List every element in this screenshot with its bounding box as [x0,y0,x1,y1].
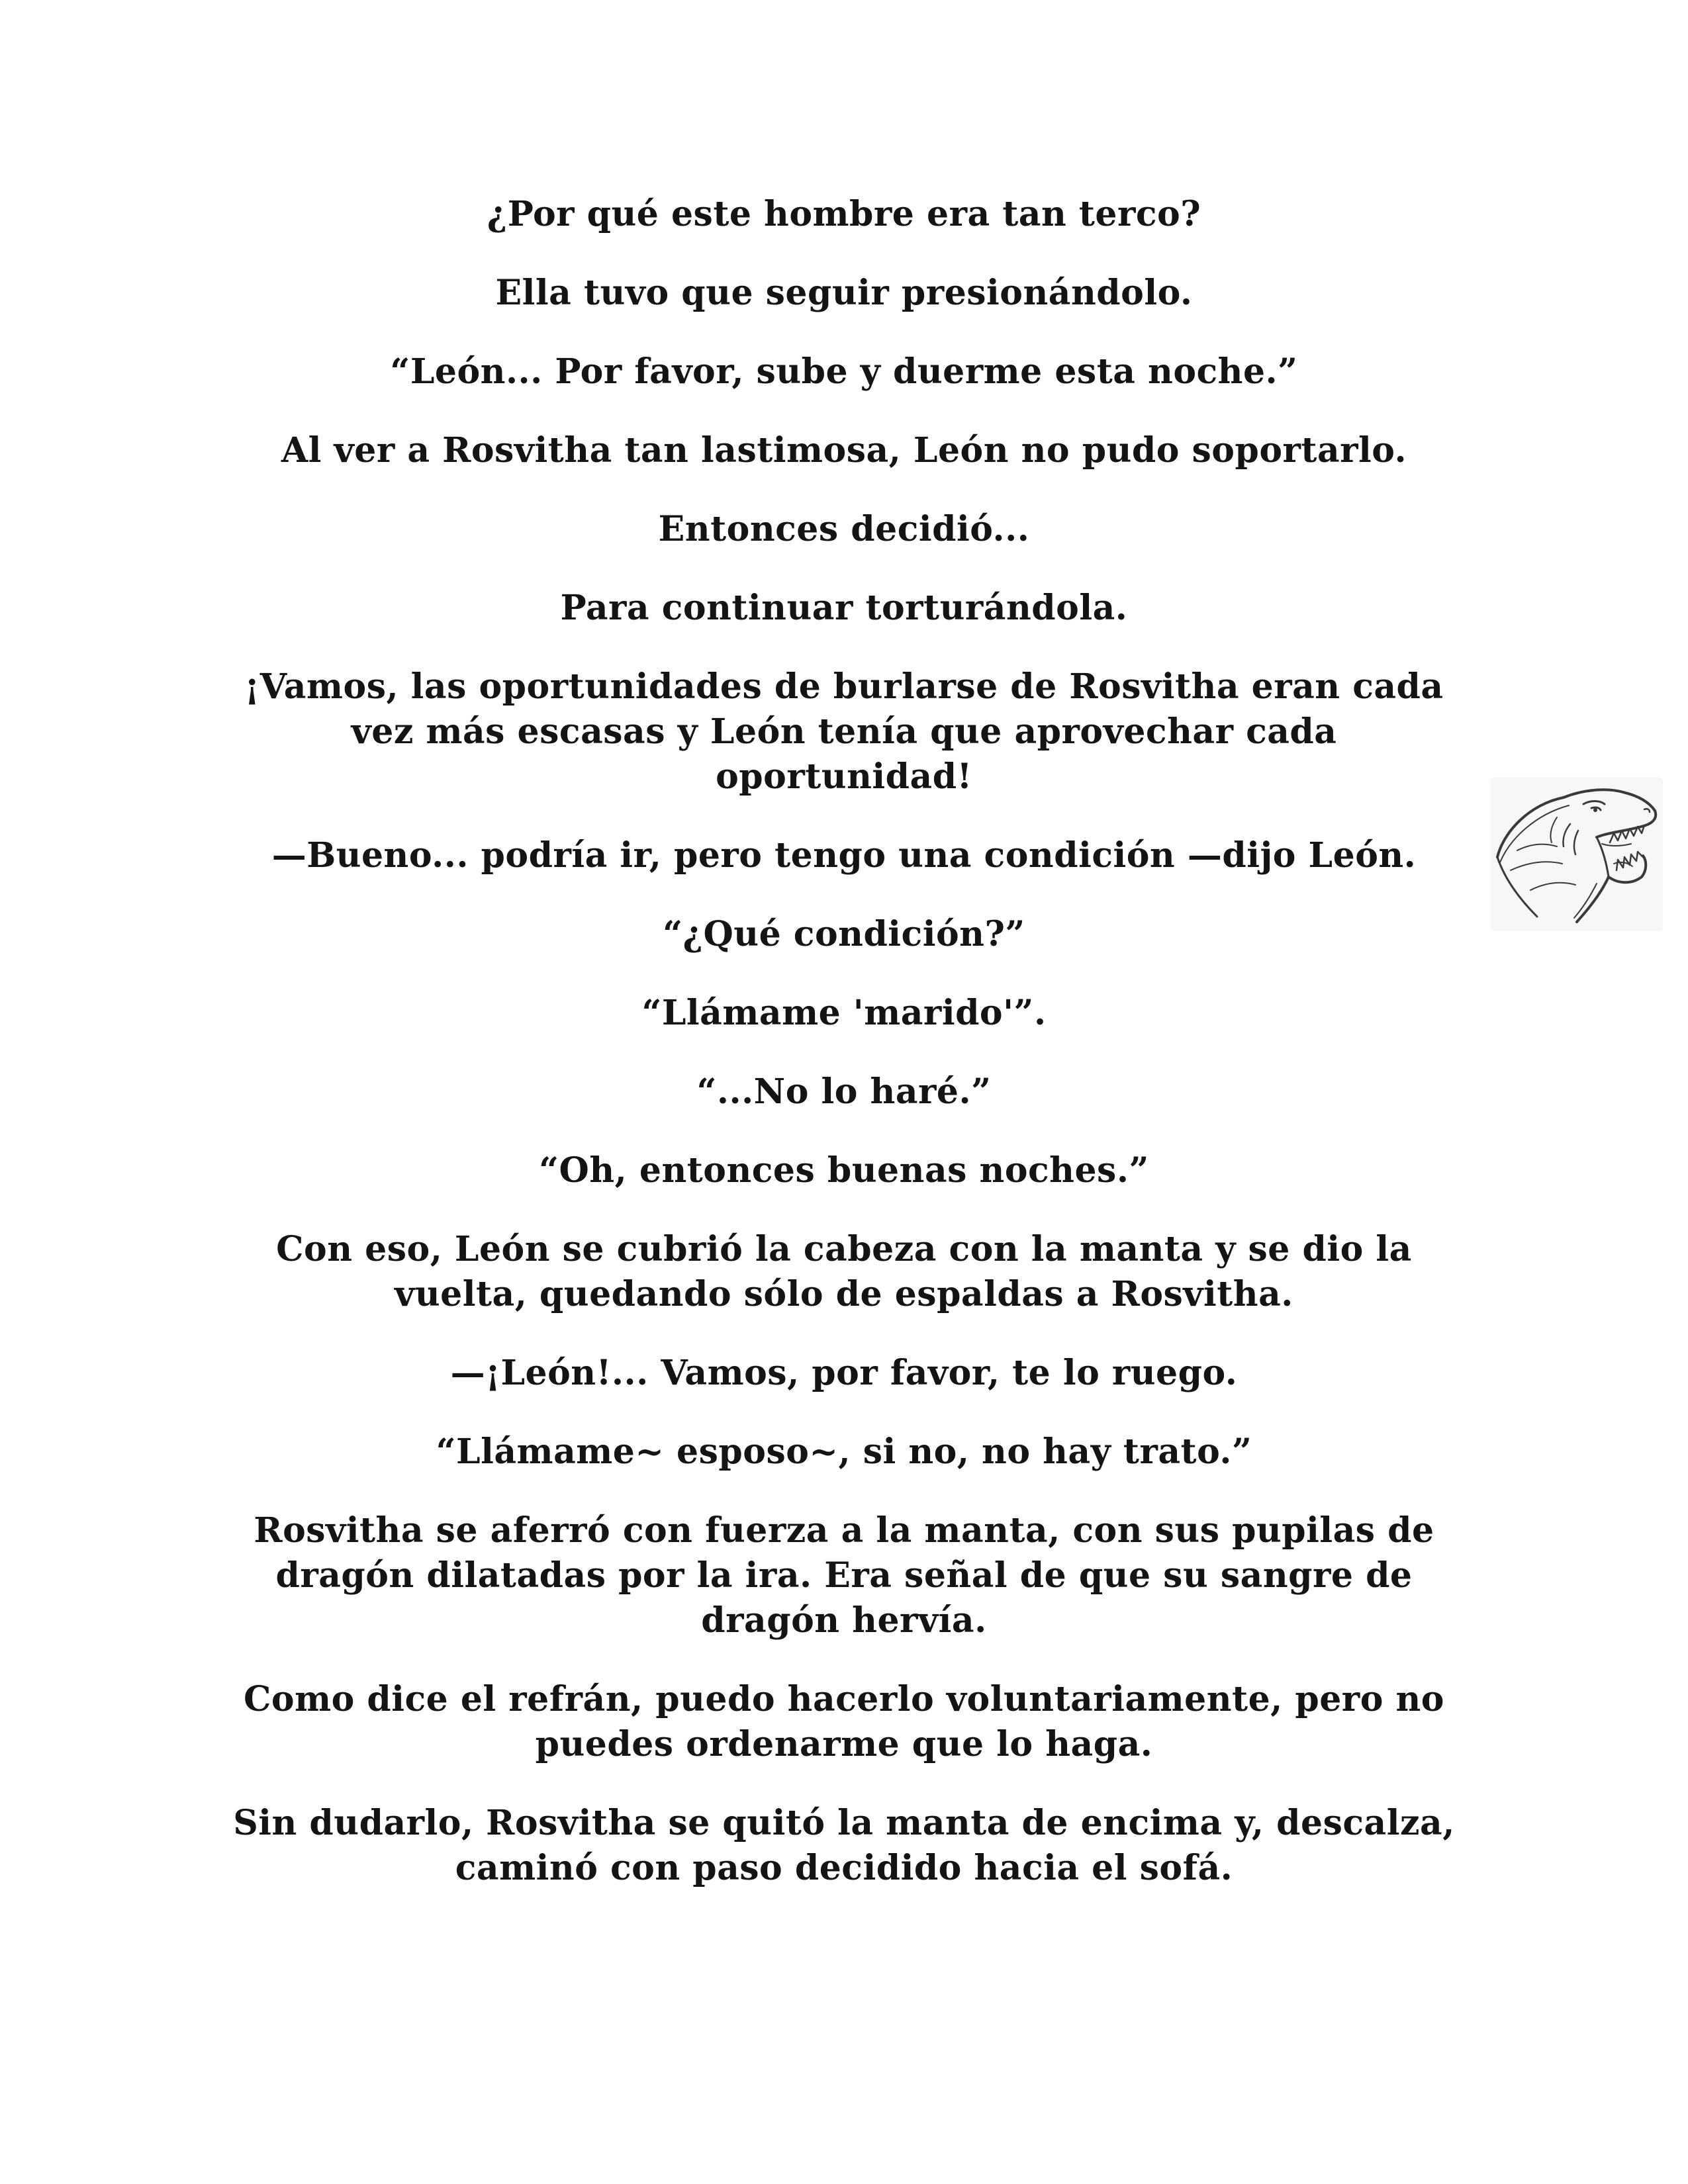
paragraph: —Bueno... podría ir, pero tengo una condición —dijo León. [271,835,1417,876]
paragraph: “León... Por favor, sube y duerme esta noche.” [390,351,1298,392]
paragraph: Para continuar torturándola. [560,588,1128,628]
paragraph: “Llámame 'marido'”. [641,993,1047,1033]
paragraph: “Oh, entonces buenas noches.” [539,1150,1149,1191]
story-text [225,192,1463,1925]
paragraph: Sin dudarlo, Rosvitha se quitó la manta de encima y, descalza, caminó con paso decidido hacia el sofá. [233,1803,1455,1888]
paragraph: ¡Vamos, las oportunidades de burlarse de Rosvitha eran cada vez más escasas y León tenía que aprovechar cada oportunidad! [244,666,1444,797]
paragraph: Con eso, León se cubrió la cabeza con la manta y se dio la vuelta, quedando sólo de espaldas a Rosvitha. [276,1229,1412,1314]
paragraph: ¿Por qué este hombre era tan terco? [487,194,1201,234]
paragraph: Ella tuvo que seguir presionándolo. [495,273,1193,313]
paragraph: “...No lo haré.” [696,1071,992,1112]
paragraph: Entonces decidió... [658,509,1030,549]
paragraph: Como dice el refrán, puedo hacerlo voluntariamente, pero no puedes ordenarme que lo haga. [244,1679,1444,1764]
dragon-head-sketch-icon [1491,778,1663,931]
paragraph: “Llámame~ esposo~, si no, no hay trato.” [436,1432,1252,1472]
paragraph: —¡León!... Vamos, por favor, te lo ruego. [450,1353,1238,1393]
paragraph: “¿Qué condición?” [663,914,1025,954]
paragraph: Al ver a Rosvitha tan lastimosa, León no pudo soportarlo. [281,430,1407,471]
paragraph: Rosvitha se aferró con fuerza a la manta, con sus pupilas de dragón dilatadas por la ira. Era señal de que su sangre de dragón hervía. [254,1510,1434,1641]
